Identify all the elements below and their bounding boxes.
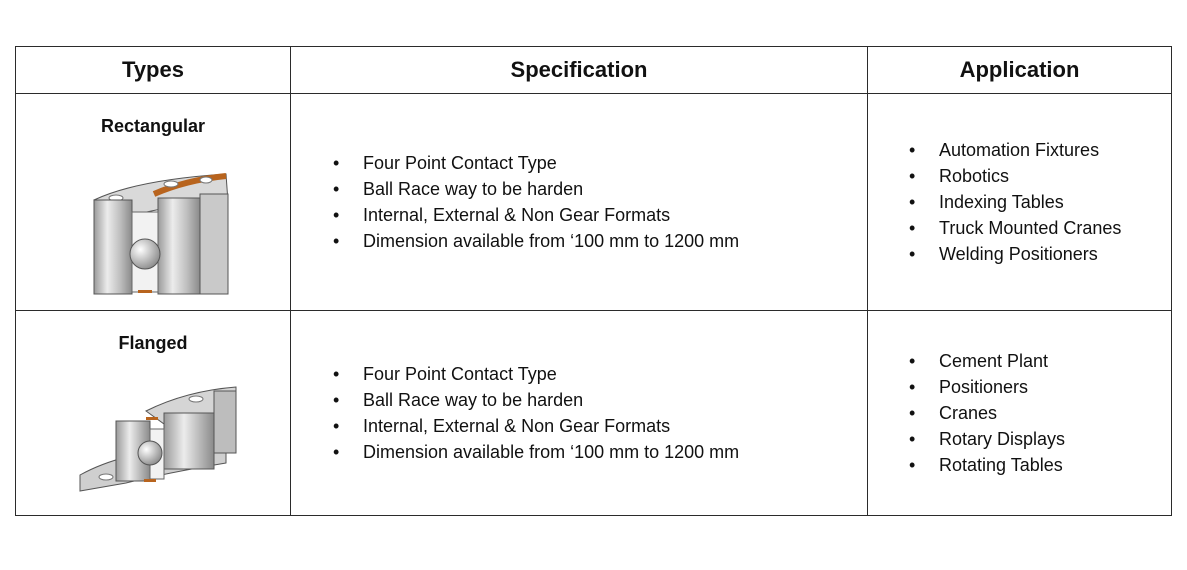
list-item: • Cement Plant <box>868 348 1171 374</box>
table-row <box>16 94 1172 311</box>
type-cell-flanged <box>16 311 291 516</box>
application-cell <box>868 94 1172 311</box>
list-item: • Automation Fixtures <box>868 137 1171 163</box>
header-application: Application <box>868 47 1172 94</box>
specification-cell <box>291 94 868 311</box>
specification-list <box>291 361 867 465</box>
list-item: • Four Point Contact Type <box>291 150 867 176</box>
list-item: • Welding Positioners <box>868 241 1171 267</box>
flanged-bearing-image <box>76 383 246 498</box>
type-cell-rectangular <box>16 94 291 311</box>
list-item: • Dimension available from ‘100 mm to 1200 mm <box>291 228 867 254</box>
list-item: • Truck Mounted Cranes <box>868 215 1171 241</box>
list-item: • Ball Race way to be harden <box>291 176 867 202</box>
application-list <box>868 137 1171 267</box>
specification-list <box>291 150 867 254</box>
table-row <box>16 311 1172 516</box>
rectangular-bearing-image <box>76 172 246 302</box>
header-specification: Specification <box>291 47 868 94</box>
type-name: Flanged <box>118 333 188 354</box>
header-types: Types <box>16 47 291 94</box>
list-item: • Dimension available from ‘100 mm to 1200 mm <box>291 439 867 465</box>
list-item: • Internal, External & Non Gear Formats <box>291 202 867 228</box>
bearing-types-table <box>15 46 1172 516</box>
type-name: Rectangular <box>100 116 206 137</box>
application-cell <box>868 311 1172 516</box>
list-item: • Robotics <box>868 163 1171 189</box>
list-item: • Rotary Displays <box>868 426 1171 452</box>
list-item: • Four Point Contact Type <box>291 361 867 387</box>
list-item: • Positioners <box>868 374 1171 400</box>
list-item: • Rotating Tables <box>868 452 1171 478</box>
list-item: • Internal, External & Non Gear Formats <box>291 413 867 439</box>
specification-cell <box>291 311 868 516</box>
list-item: • Ball Race way to be harden <box>291 387 867 413</box>
application-list <box>868 348 1171 478</box>
table-header-row <box>16 47 1172 94</box>
list-item: • Indexing Tables <box>868 189 1171 215</box>
list-item: • Cranes <box>868 400 1171 426</box>
